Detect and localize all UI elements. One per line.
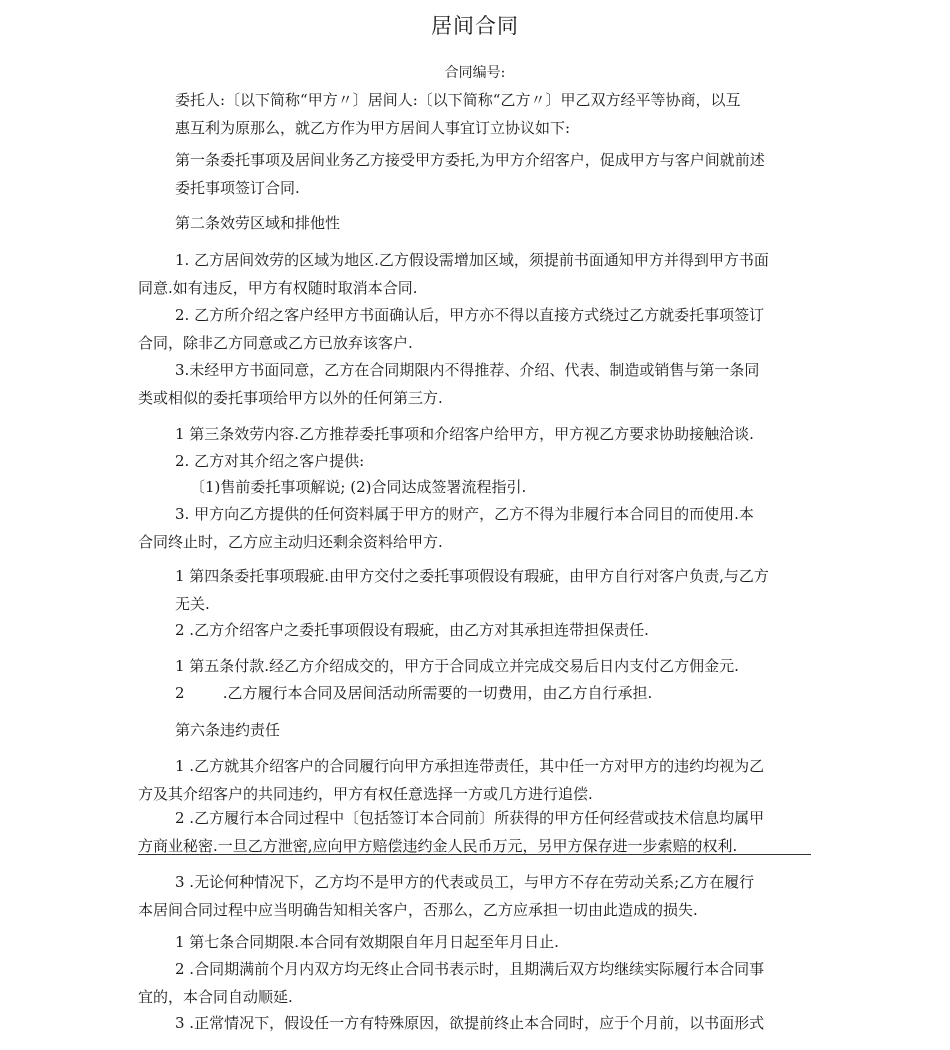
paragraph-article-7-item-1: [175, 928, 559, 956]
document-title: 居间合同: [431, 14, 519, 38]
text-line: 方及其介绍客户的共同违约，甲方有权任意选择一方或几方进行追偿.: [138, 785, 593, 803]
paragraph-article-3-services: [190, 473, 526, 501]
text-line: 3 .正常情况下，假设任一方有特殊原因，欲提前终止本合同时，应于个月前，以书面形式: [175, 1014, 765, 1032]
paragraph-article-4-item-2: [175, 616, 649, 644]
text-line: 1. 乙方居间效劳的区域为地区.乙方假设需增加区域，须提前书面通知甲方并得到甲方书面: [175, 251, 769, 269]
text-line: 宜的，本合同自动顺延.: [138, 988, 293, 1006]
text-line: 1 第七条合同期限.本合同有效期限自年月日起至年月日止.: [175, 933, 559, 951]
paragraph-article-7-item-3: [175, 1009, 764, 1037]
text-line: 2 .乙方履行本合同及居间活动所需要的一切费用，由乙方自行承担.: [175, 684, 653, 702]
text-line: 3 .无论何种情况下，乙方均不是甲方的代表或员工，与甲方不存在劳动关系;乙方在履行: [175, 873, 755, 891]
text-line: 2. 乙方对其介绍之客户提供:: [175, 452, 365, 470]
text-line: 1 .乙方就其介绍客户的合同履行向甲方承担连带责任，其中任一方对甲方的违约均视为乙: [175, 757, 765, 775]
paragraph-article-2-item-3: [138, 356, 759, 412]
text-line: 同意.如有违反，甲方有权随时取消本合同.: [138, 279, 418, 297]
paragraph-article-2-item-1: [138, 246, 769, 302]
paragraph-article-1: [175, 146, 765, 202]
text-line: 2 .乙方介绍客户之委托事项假设有瑕疵，由乙方对其承担连带担保责任.: [175, 621, 649, 639]
text-line: 方商业秘密.一旦乙方泄密,应向甲方赔偿违约金人民币万元，另甲方保存进一步索赔的权利.: [138, 837, 738, 855]
text-line: 第六条违约责任: [175, 721, 281, 739]
text-line: 类或相似的委托事项给甲方以外的任何第三方.: [138, 389, 443, 407]
text-line: 惠互利为原那么，就乙方作为甲方居间人事宜订立协议如下:: [175, 119, 571, 137]
paragraph-preamble: [175, 86, 740, 142]
heading-article-2: [175, 209, 340, 237]
text-line: 3.未经甲方书面同意，乙方在合同期限内不得推荐、介绍、代表、制造或销售与第一条同: [175, 361, 760, 379]
paragraph-article-6-item-1: [138, 752, 764, 808]
paragraph-article-3-item-3: [138, 500, 754, 556]
text-line: 委托事项签订合同.: [175, 179, 300, 197]
paragraph-article-5-item-2: [175, 679, 652, 707]
text-line: 3. 甲方向乙方提供的任何资料属于甲方的财产，乙方不得为非履行本合同目的而使用.本: [175, 505, 754, 523]
paragraph-article-2-item-2: [138, 301, 764, 357]
paragraph-article-6-item-3: [138, 868, 754, 924]
text-line: 本居间合同过程中应当明确告知相关客户，否那么，乙方应承担一切由此造成的损失.: [138, 901, 698, 919]
contract-number-label: 合同编号:: [444, 65, 506, 81]
text-line: 第一条委托事项及居间业务乙方接受甲方委托,为甲方介绍客户，促成甲方与客户间就前述: [175, 151, 765, 169]
paragraph-article-6-item-2: [138, 804, 764, 860]
text-line: 2 .合同期满前个月内双方均无终止合同书表示时，且期满后双方均继续实际履行本合同事: [175, 960, 765, 978]
text-line: 第二条效劳区域和排他性: [175, 214, 341, 232]
text-line: 2 .乙方履行本合同过程中〔包括签订本合同前〕所获得的甲方任何经营或技术信息均属甲: [175, 809, 765, 827]
text-line: 2. 乙方所介绍之客户经甲方书面确认后，甲方亦不得以直接方式绕过乙方就委托事项签订: [175, 306, 765, 324]
text-line: 1 第四条委托事项瑕疵.由甲方交付之委托事项假设有瑕疵，由甲方自行对客户负责,与乙方: [175, 567, 769, 585]
text-line: 1 第三条效劳内容.乙方推荐委托事项和介绍客户给甲方，甲方视乙方要求协助接触洽谈.: [175, 425, 754, 443]
paragraph-article-7-item-2: [138, 955, 764, 1011]
text-line: 委托人:〔以下简称“甲方〃〕居间人:〔以下简称“乙方〃〕甲乙双方经平等协商，以互: [175, 91, 741, 109]
section-divider: [138, 854, 811, 855]
text-line: 〔1)售前委托事项解说; (2)合同达成签署流程指引.: [190, 478, 527, 496]
text-line: 合同终止时，乙方应主动归还剩余资料给甲方.: [138, 533, 443, 551]
text-line: 无关.: [175, 595, 210, 613]
paragraph-article-5-item-1: [175, 652, 739, 680]
paragraph-article-3-item-1: [175, 420, 754, 448]
heading-article-6: [175, 716, 280, 744]
paragraph-article-3-item-2: [175, 447, 364, 475]
text-line: 1 第五条付款.经乙方介绍成交的，甲方于合同成立并完成交易后日内支付乙方佣金元.: [175, 657, 739, 675]
text-line: 合同，除非乙方同意或乙方已放弃该客户.: [138, 334, 413, 352]
paragraph-article-4-item-1: [175, 562, 769, 618]
